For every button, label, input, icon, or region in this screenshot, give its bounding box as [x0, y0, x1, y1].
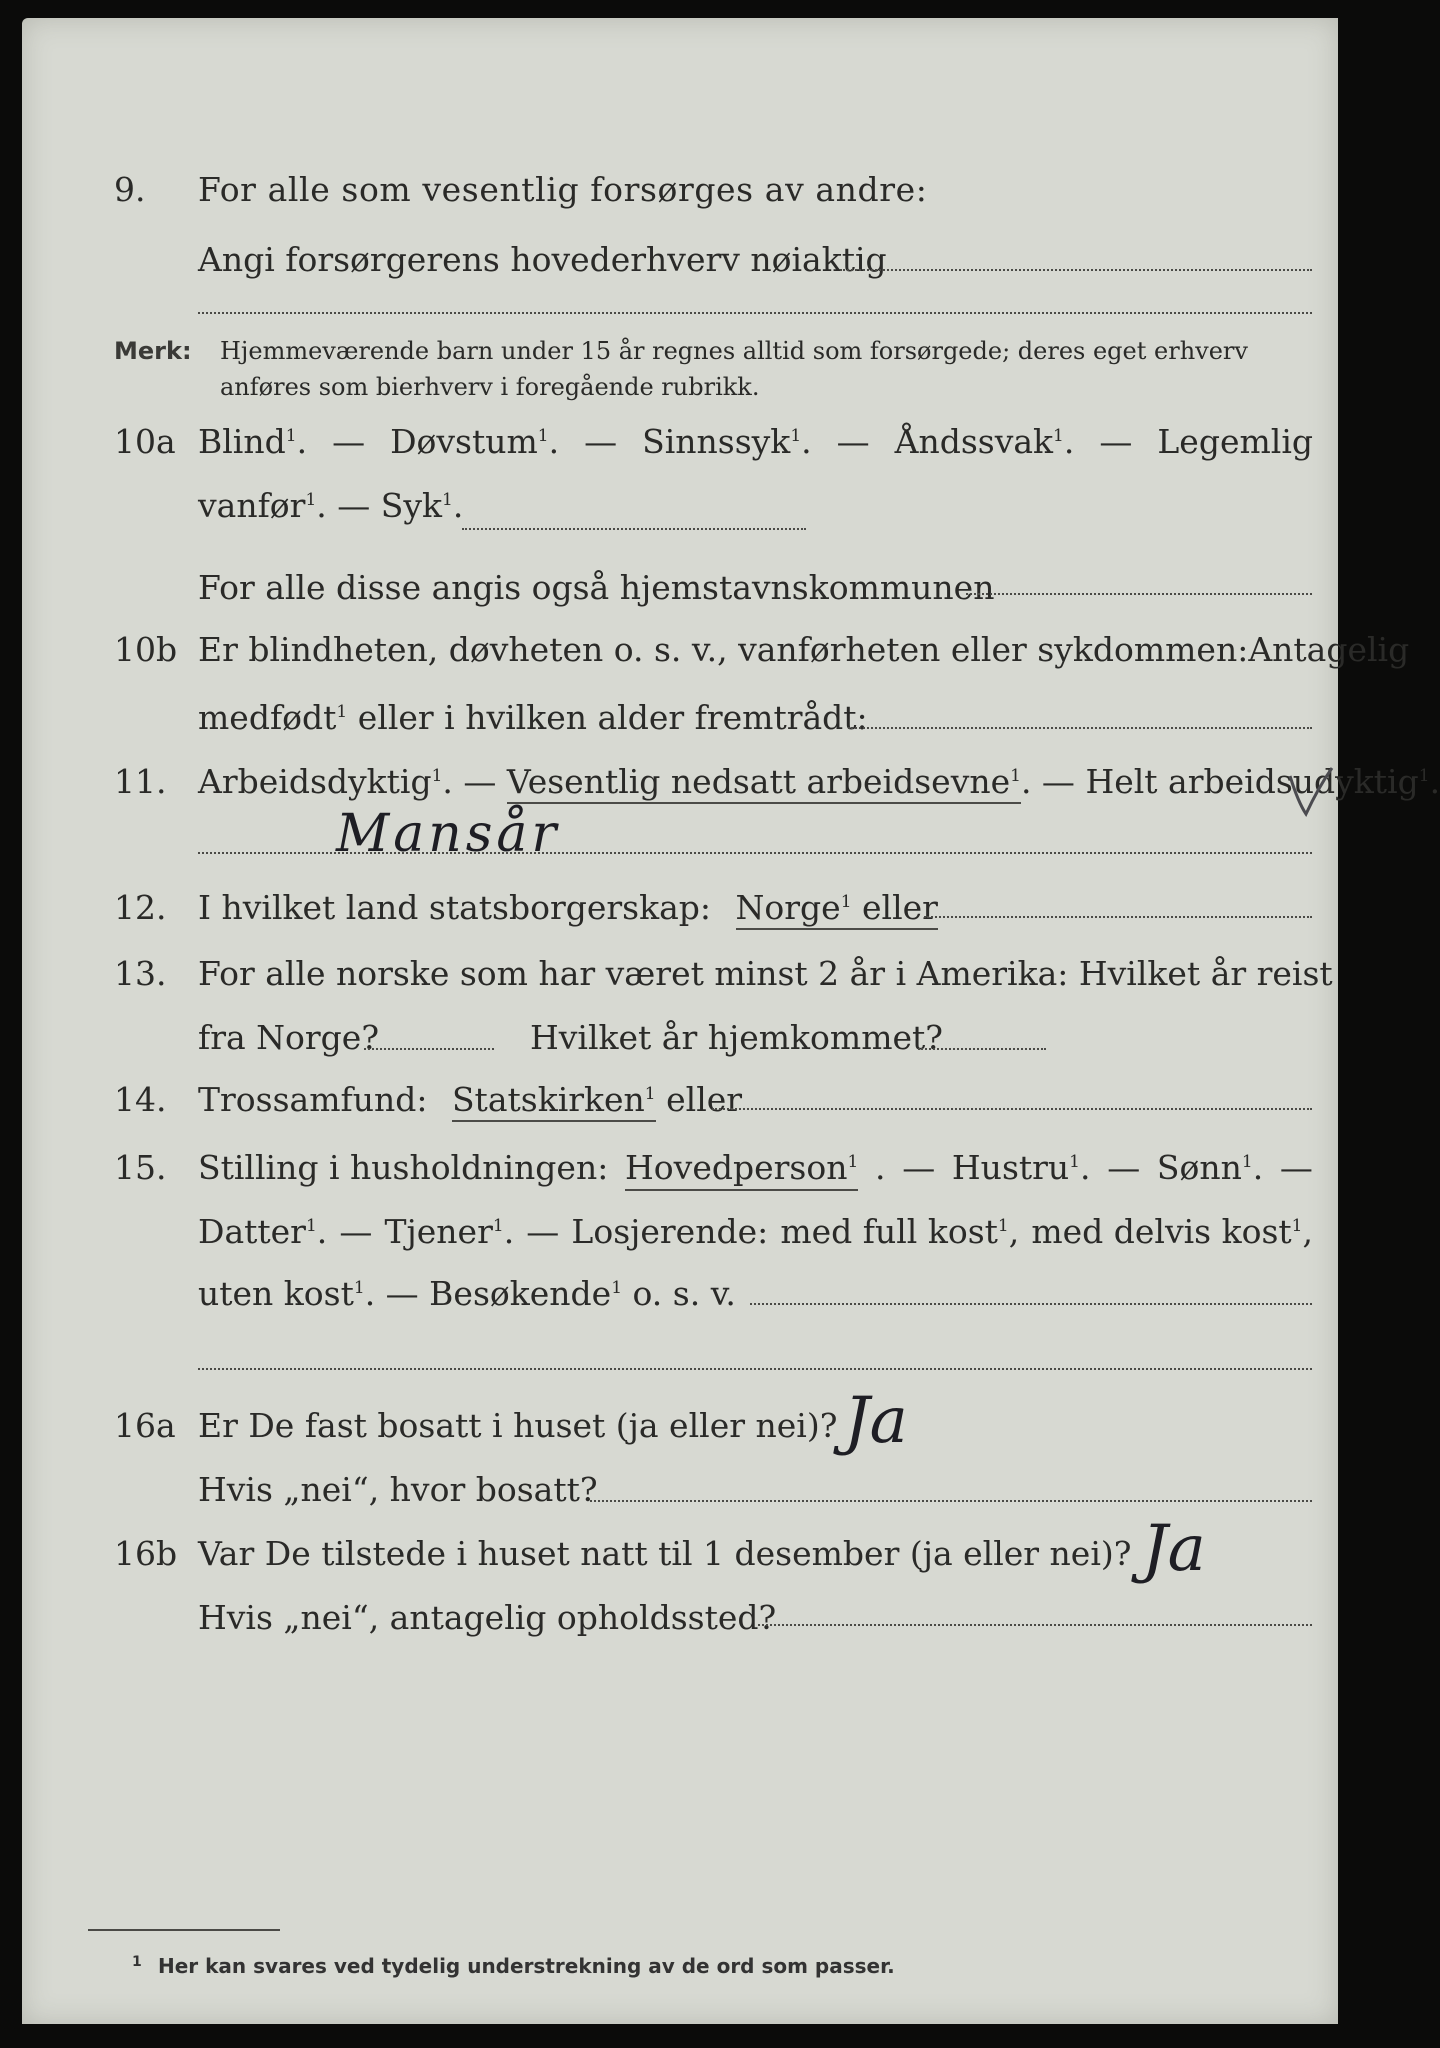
- option-vesentlig-nedsatt[interactable]: Vesentlig nedsatt arbeidsevne$^1$: [507, 762, 1021, 804]
- option-tjener[interactable]: Tjener$^1$.: [384, 1212, 515, 1251]
- option-besokende[interactable]: Besøkende$^1$: [429, 1274, 623, 1313]
- handwritten-answer-16b: Ja: [1142, 1512, 1206, 1586]
- question-text: Trossamfund: Statskirken$^1$ eller: [198, 1080, 742, 1120]
- option-medfodt[interactable]: medfødt$^1$: [198, 698, 348, 737]
- answer-line[interactable]: [924, 916, 1312, 918]
- note-text: anføres som bierhverv i foregående rubrikk.: [220, 373, 760, 401]
- option-syk[interactable]: Syk$^1$.: [380, 486, 464, 525]
- option-antagelig[interactable]: Antagelig: [1248, 630, 1410, 669]
- question-text: Er De fast bosatt i huset (ja eller nei)?: [198, 1406, 838, 1445]
- question-number: 16a: [114, 1406, 176, 1445]
- question-text: fra Norge?: [198, 1018, 380, 1057]
- handwritten-answer-occupation: Mansår: [336, 804, 561, 864]
- question-text: medfødt$^1$ eller i hvilken alder fremtrådt:: [198, 698, 868, 737]
- option-list: Blind$^1$. — Døvstum$^1$. — Sinnssyk$^1$. — Åndssvak$^1$. — Legemlig: [198, 422, 1313, 461]
- question-number: 9.: [114, 170, 146, 209]
- option-uten-kost[interactable]: uten kost$^1$.: [198, 1274, 376, 1313]
- answer-line[interactable]: [590, 1500, 1312, 1502]
- option-helt-arbeidsudyktig[interactable]: Helt arbeidsudyktig$^1$.: [1085, 762, 1440, 801]
- answer-line[interactable]: [840, 269, 1312, 271]
- option-norge[interactable]: Norge$^1$ eller: [736, 888, 938, 930]
- question-number: 16b: [114, 1534, 178, 1573]
- question-number: 10a: [114, 422, 176, 461]
- option-datter[interactable]: Datter$^1$.: [198, 1212, 328, 1251]
- option-list: Stilling i husholdningen: Hovedperson$^1$ . — Hustru$^1$. — Sønn$^1$. —: [198, 1148, 1313, 1191]
- check-mark: [1284, 762, 1338, 822]
- answer-line[interactable]: [364, 1048, 494, 1050]
- option-legemlig[interactable]: Legemlig: [1157, 422, 1313, 461]
- option-list: Arbeidsdyktig$^1$. — Vesentlig nedsatt arbeidsevne$^1$. — Helt arbeidsudyktig$^1$.: [198, 762, 1440, 802]
- question-text: Var De tilstede i huset natt til 1 desember (ja eller nei)?: [198, 1534, 1132, 1573]
- question-text: Er blindheten, døvheten o. s. v., vanførheten eller sykdommen: Antagelig: [198, 630, 1410, 669]
- note-label: Merk:: [114, 337, 192, 365]
- answer-line[interactable]: [198, 312, 1312, 314]
- option-list: vanfør$^1$. — Syk$^1$.: [198, 486, 464, 525]
- answer-line[interactable]: [750, 1303, 1312, 1305]
- question-text: For alle norske som har været minst 2 år i Amerika: Hvilket år reist: [198, 954, 1333, 993]
- question-number: 14.: [114, 1080, 167, 1119]
- answer-line[interactable]: [462, 528, 806, 530]
- answer-line[interactable]: [712, 1108, 1312, 1110]
- option-sonn[interactable]: Sønn$^1$.: [1156, 1148, 1264, 1187]
- answer-line[interactable]: [918, 1048, 1046, 1050]
- question-number: 12.: [114, 888, 167, 927]
- option-med-delvis-kost[interactable]: med delvis kost$^1$,: [1031, 1212, 1313, 1251]
- footnote-rule: [88, 1929, 280, 1931]
- option-arbeidsdyktig[interactable]: Arbeidsdyktig$^1$.: [198, 762, 453, 801]
- question-text: I hvilket land statsborgerskap: Norge$^1$ eller: [198, 888, 938, 928]
- question-number: 15.: [114, 1148, 167, 1187]
- question-text: Angi forsørgerens hovederhverv nøiaktig: [198, 240, 887, 279]
- option-hustru[interactable]: Hustru$^1$.: [951, 1148, 1091, 1187]
- answer-line[interactable]: [966, 593, 1312, 595]
- answer-line[interactable]: [758, 1624, 1312, 1626]
- question-number: 11.: [114, 762, 167, 801]
- option-andssvak[interactable]: Åndssvak$^1$.: [894, 422, 1075, 461]
- note-text: Hjemmeværende barn under 15 år regnes alltid som forsørgede; deres eget erhverv: [220, 337, 1248, 365]
- answer-line[interactable]: [848, 727, 1312, 729]
- footnote-text: Her kan svares ved tydelig understrekning av de ord som passer.: [158, 1954, 895, 1978]
- question-text: Hvis „nei“, hvor bosatt?: [198, 1470, 598, 1509]
- question-text: Hvis „nei“, antagelig opholdssted?: [198, 1598, 777, 1637]
- answer-line[interactable]: [198, 1368, 1312, 1370]
- question-text: For alle som vesentlig forsørges av andre:: [198, 170, 928, 209]
- option-list: Datter$^1$. — Tjener$^1$. — Losjerende: med full kost$^1$, med delvis kost$^1$,: [198, 1212, 1313, 1251]
- option-dovstum[interactable]: Døvstum$^1$.: [390, 422, 560, 461]
- option-hovedperson[interactable]: Hovedperson$^1$: [625, 1148, 858, 1191]
- question-number: 10b: [114, 630, 178, 669]
- option-blind[interactable]: Blind$^1$.: [198, 422, 308, 461]
- option-statskirken[interactable]: Statskirken$^1$: [452, 1080, 656, 1122]
- census-form-page: [22, 18, 1440, 2024]
- footnote-mark: 1: [132, 1954, 142, 1970]
- question-text: For alle disse angis også hjemstavnskommunen: [198, 568, 995, 607]
- option-list: uten kost$^1$. — Besøkende$^1$ o. s. v.: [198, 1274, 736, 1313]
- question-text: Hvilket år hjemkommet?: [530, 1018, 943, 1057]
- question-number: 13.: [114, 954, 167, 993]
- option-sinnssyk[interactable]: Sinnssyk$^1$.: [642, 422, 812, 461]
- option-vanfor[interactable]: vanfør$^1$.: [198, 486, 327, 525]
- handwritten-answer-16a: Ja: [844, 1384, 908, 1458]
- option-med-full-kost[interactable]: med full kost$^1$,: [780, 1212, 1020, 1251]
